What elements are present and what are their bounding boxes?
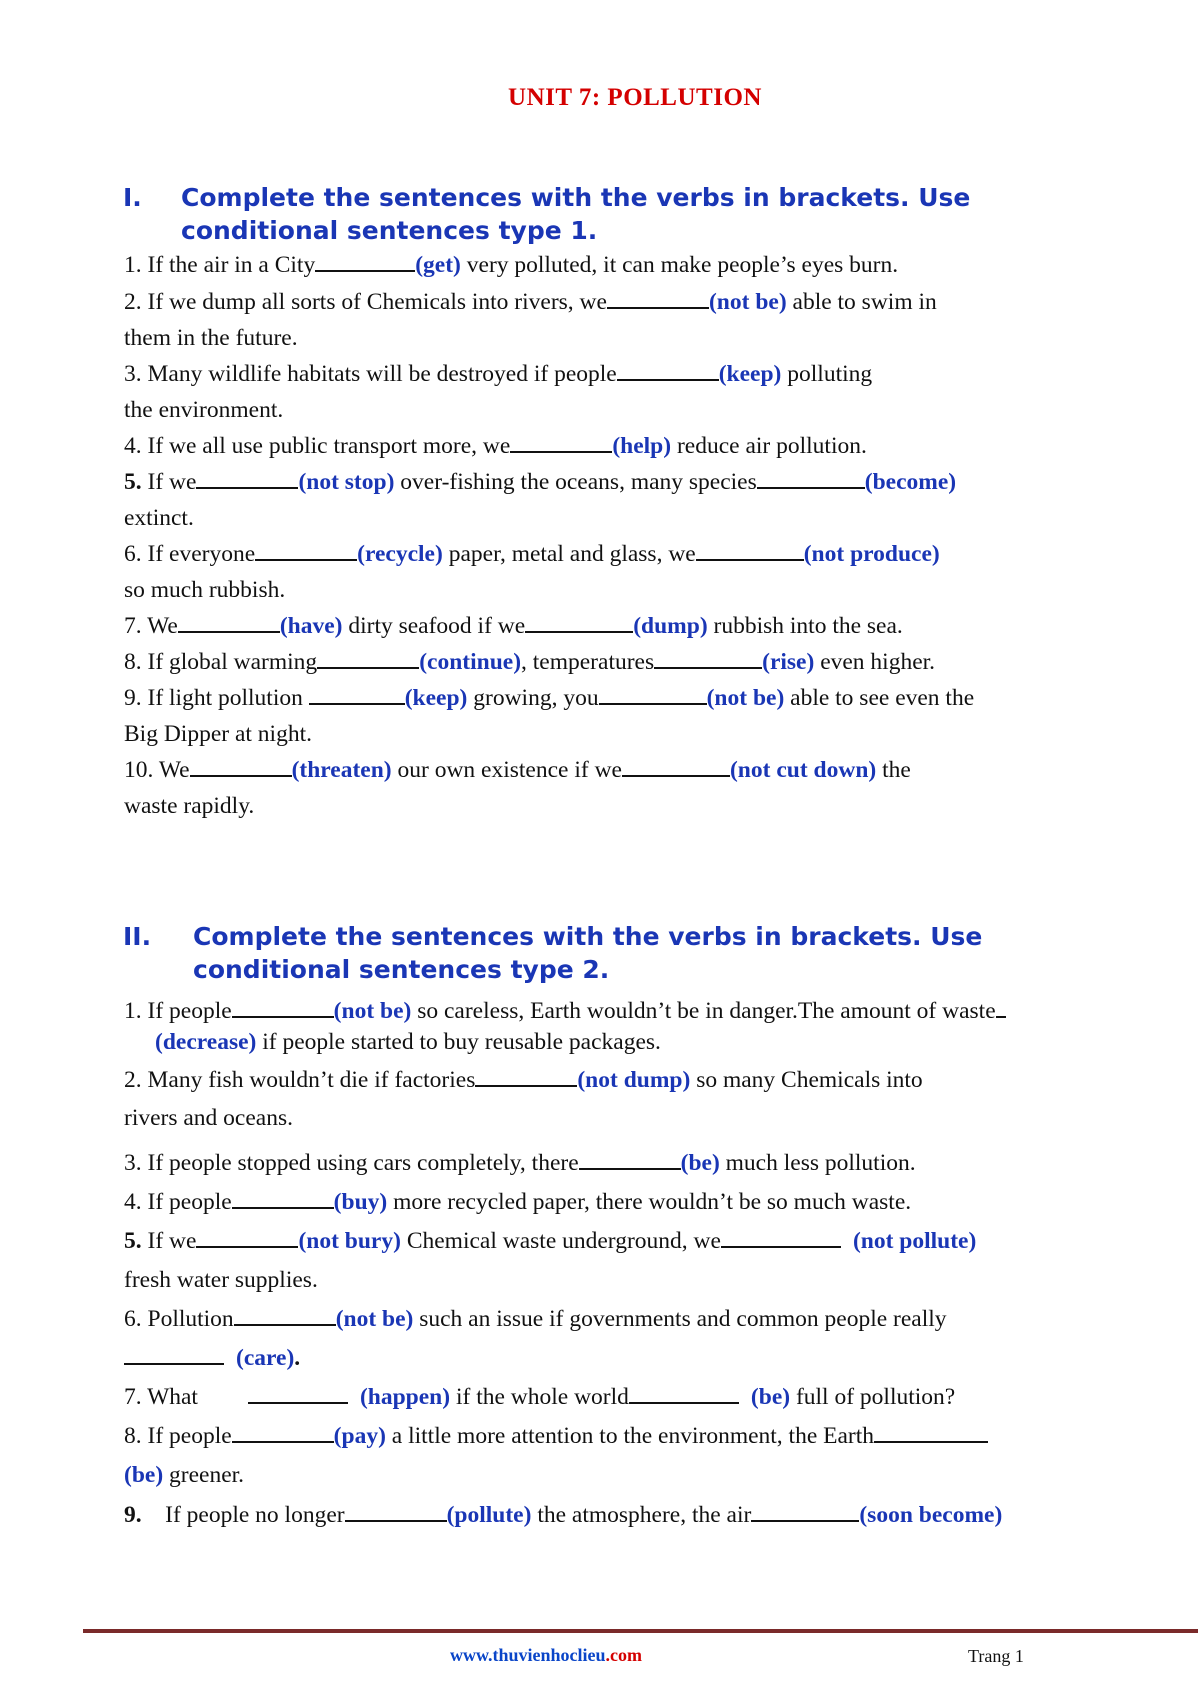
sentence-text: so careless, Earth wouldn’t be in danger.The amount of waste xyxy=(411,998,996,1024)
sentence-text: full of pollution? xyxy=(790,1384,956,1410)
section-2-heading xyxy=(123,920,1123,986)
sentence-text: 4. If we all use public transport more, we xyxy=(124,433,511,459)
sentence-text: such an issue if governments and common people really xyxy=(413,1306,947,1332)
sentence-text: much less pollution. xyxy=(719,1150,916,1176)
verb-hint: (not cut down) xyxy=(729,757,877,783)
answer-blank[interactable] xyxy=(234,1304,336,1326)
answer-blank[interactable] xyxy=(696,539,804,561)
verb-hint: (get) xyxy=(415,252,461,278)
verb-hint: (not be) xyxy=(333,998,412,1024)
answer-blank[interactable] xyxy=(317,647,419,669)
verb-hint: (become) xyxy=(864,469,957,495)
answer-blank[interactable] xyxy=(255,539,357,561)
answer-blank[interactable] xyxy=(248,1382,348,1404)
exercise-line xyxy=(124,1148,916,1178)
sentence-text: polluting xyxy=(781,361,873,387)
verb-hint: (decrease) xyxy=(155,1029,257,1055)
verb-hint: (keep) xyxy=(718,361,782,387)
verb-hint: (happen) xyxy=(359,1384,451,1410)
sentence-text: If we xyxy=(141,1228,197,1254)
exercise-line xyxy=(124,250,898,280)
answer-blank[interactable] xyxy=(196,1226,298,1248)
sentence-text: 8. If people xyxy=(124,1423,232,1449)
verb-hint: (not dump) xyxy=(577,1067,691,1093)
sentence-text: more recycled paper, there wouldn’t be so much waste. xyxy=(387,1189,912,1215)
footer-link-main: www.thuvienhoclieu xyxy=(450,1645,606,1665)
exercise-line xyxy=(124,1065,923,1095)
section-2-instruction: Complete the sentences with the verbs in brackets. Use conditional sentences type 2. xyxy=(193,922,983,984)
exercise-line xyxy=(124,1304,947,1334)
exercise-line: Big Dipper at night. xyxy=(124,721,312,747)
sentence-text: 2. If we dump all sorts of Chemicals into rivers, we xyxy=(124,289,607,315)
section-1-number: I. xyxy=(123,183,142,212)
sentence-text: the atmosphere, the air xyxy=(531,1502,752,1528)
sentence-text: growing, you xyxy=(467,685,599,711)
sentence-text: rubbish into the sea. xyxy=(707,613,903,639)
sentence-text: 4. If people xyxy=(124,1189,232,1215)
sentence-text: 10. We xyxy=(124,757,190,783)
exercise-line: waste rapidly. xyxy=(124,793,255,819)
sentence-text: If people no longer xyxy=(141,1502,345,1528)
sentence-text: over-fishing the oceans, many species xyxy=(394,469,757,495)
answer-blank[interactable] xyxy=(629,1382,739,1404)
verb-hint: (keep) xyxy=(404,685,468,711)
sentence-text: a little more attention to the environment, the Earth xyxy=(385,1423,875,1449)
verb-hint: (be) xyxy=(750,1384,791,1410)
answer-blank[interactable] xyxy=(196,467,298,489)
sentence-text: the xyxy=(876,757,911,783)
section-2-number: II. xyxy=(123,922,152,951)
verb-hint: (threaten) xyxy=(291,757,392,783)
sentence-text: paper, metal and glass, we xyxy=(442,541,696,567)
answer-blank[interactable] xyxy=(654,647,762,669)
sentence-text: 9. If light pollution xyxy=(124,685,309,711)
sentence-text: able to swim in xyxy=(786,289,937,315)
page-number: Trang 1 xyxy=(968,1646,1024,1666)
answer-blank[interactable] xyxy=(232,1421,334,1443)
answer-blank[interactable] xyxy=(579,1148,681,1170)
answer-blank[interactable] xyxy=(309,683,405,705)
verb-hint: (continue) xyxy=(419,649,522,675)
sentence-text: dirty seafood if we xyxy=(342,613,526,639)
sentence-text: 6. If everyone xyxy=(124,541,256,567)
answer-blank[interactable] xyxy=(757,467,865,489)
answer-blank[interactable] xyxy=(475,1065,577,1087)
answer-blank[interactable] xyxy=(617,359,719,381)
answer-blank[interactable] xyxy=(721,1226,841,1248)
answer-blank[interactable] xyxy=(190,755,292,777)
answer-blank[interactable] xyxy=(996,996,1006,1018)
sentence-text: 7. We xyxy=(124,613,178,639)
answer-blank[interactable] xyxy=(315,250,415,272)
verb-hint: (be) xyxy=(680,1150,720,1176)
verb-hint: (not produce) xyxy=(803,541,940,567)
exercise-line xyxy=(124,996,1006,1026)
page-title: UNIT 7: POLLUTION xyxy=(508,84,762,111)
verb-hint: (not be) xyxy=(706,685,785,711)
sentence-text: if the whole world xyxy=(450,1384,629,1410)
exercise-line xyxy=(124,287,937,317)
exercise-line: extinct. xyxy=(124,505,194,531)
answer-blank[interactable] xyxy=(510,431,612,453)
item-number: 5. xyxy=(124,1228,142,1254)
exercise-line xyxy=(124,1187,911,1217)
answer-blank[interactable] xyxy=(232,1187,334,1209)
verb-hint: (buy) xyxy=(333,1189,388,1215)
exercise-line xyxy=(124,1382,955,1412)
sentence-text: very polluted, it can make people’s eyes burn. xyxy=(460,252,899,278)
verb-hint: (have) xyxy=(279,613,343,639)
sentence-text: reduce air pollution. xyxy=(671,433,867,459)
sentence-text: 3. Many wildlife habitats will be destroyed if people xyxy=(124,361,617,387)
answer-blank[interactable] xyxy=(874,1421,988,1443)
exercise-line xyxy=(124,1460,244,1490)
exercise-line: them in the future. xyxy=(124,325,298,351)
verb-hint: (pollute) xyxy=(446,1502,532,1528)
verb-hint: (dump) xyxy=(633,613,708,639)
exercise-line xyxy=(155,1027,661,1057)
exercise-line xyxy=(124,431,867,461)
exercise-line xyxy=(124,1343,300,1373)
verb-hint: (soon become) xyxy=(859,1502,1003,1528)
answer-blank[interactable] xyxy=(345,1500,447,1522)
exercise-line xyxy=(124,539,940,569)
sentence-text: , temperatures xyxy=(521,649,655,675)
verb-hint: (not pollute) xyxy=(852,1228,977,1254)
sentence-text: if people started to buy reusable packages. xyxy=(256,1029,661,1055)
footer-link-tld: .com xyxy=(605,1645,643,1665)
verb-hint: (be) xyxy=(124,1462,164,1488)
verb-hint: (recycle) xyxy=(357,541,443,567)
exercise-line xyxy=(124,467,956,497)
sentence-text: able to see even the xyxy=(784,685,975,711)
footer-divider xyxy=(83,1629,1198,1633)
exercise-line xyxy=(124,359,872,389)
verb-hint: (not be) xyxy=(708,289,787,315)
exercise-line: the environment. xyxy=(124,397,284,423)
sentence-text: If we xyxy=(141,469,197,495)
footer-website-link[interactable] xyxy=(450,1645,642,1666)
sentence-text: 3. If people stopped using cars completely, there xyxy=(124,1150,579,1176)
sentence-text: even higher. xyxy=(814,649,936,675)
verb-hint: (help) xyxy=(612,433,672,459)
exercise-line: fresh water supplies. xyxy=(124,1267,318,1293)
answer-blank[interactable] xyxy=(599,683,707,705)
answer-blank[interactable] xyxy=(622,755,730,777)
sentence-text: greener. xyxy=(163,1462,245,1488)
answer-blank[interactable] xyxy=(232,996,334,1018)
sentence-text: 6. Pollution xyxy=(124,1306,234,1332)
sentence-text: 2. Many fish wouldn’t die if factories xyxy=(124,1067,476,1093)
verb-hint: (rise) xyxy=(762,649,815,675)
answer-blank[interactable] xyxy=(178,611,280,633)
sentence-text: 1. If the air in a City xyxy=(124,252,316,278)
exercise-line xyxy=(124,647,935,677)
sentence-text: 7. What xyxy=(124,1384,198,1410)
answer-blank[interactable] xyxy=(124,1343,224,1365)
sentence-text: 8. If global warming xyxy=(124,649,318,675)
exercise-line: so much rubbish. xyxy=(124,577,286,603)
sentence-text: 1. If people xyxy=(124,998,232,1024)
verb-hint: (not be) xyxy=(335,1306,414,1332)
verb-hint: (pay) xyxy=(333,1423,386,1449)
item-number: 5. xyxy=(124,469,142,495)
answer-blank[interactable] xyxy=(607,287,709,309)
item-number: 9. xyxy=(124,1502,142,1528)
sentence-text: . xyxy=(294,1345,301,1371)
sentence-text: our own existence if we xyxy=(391,757,622,783)
exercise-line xyxy=(124,611,903,641)
verb-hint: (care) xyxy=(236,1345,295,1371)
section-1-heading xyxy=(123,181,1123,247)
exercise-line xyxy=(124,1226,976,1256)
exercise-line: rivers and oceans. xyxy=(124,1105,293,1131)
sentence-text: so many Chemicals into xyxy=(690,1067,923,1093)
exercise-line xyxy=(124,1500,1002,1530)
sentence-text: Chemical waste underground, we xyxy=(400,1228,721,1254)
answer-blank[interactable] xyxy=(751,1500,859,1522)
exercise-line xyxy=(124,683,974,713)
exercise-line xyxy=(124,1421,988,1451)
section-1-instruction: Complete the sentences with the verbs in brackets. Use conditional sentences type 1. xyxy=(181,183,971,245)
exercise-line xyxy=(124,755,911,785)
answer-blank[interactable] xyxy=(525,611,633,633)
verb-hint: (not stop) xyxy=(298,469,395,495)
verb-hint: (not bury) xyxy=(298,1228,401,1254)
